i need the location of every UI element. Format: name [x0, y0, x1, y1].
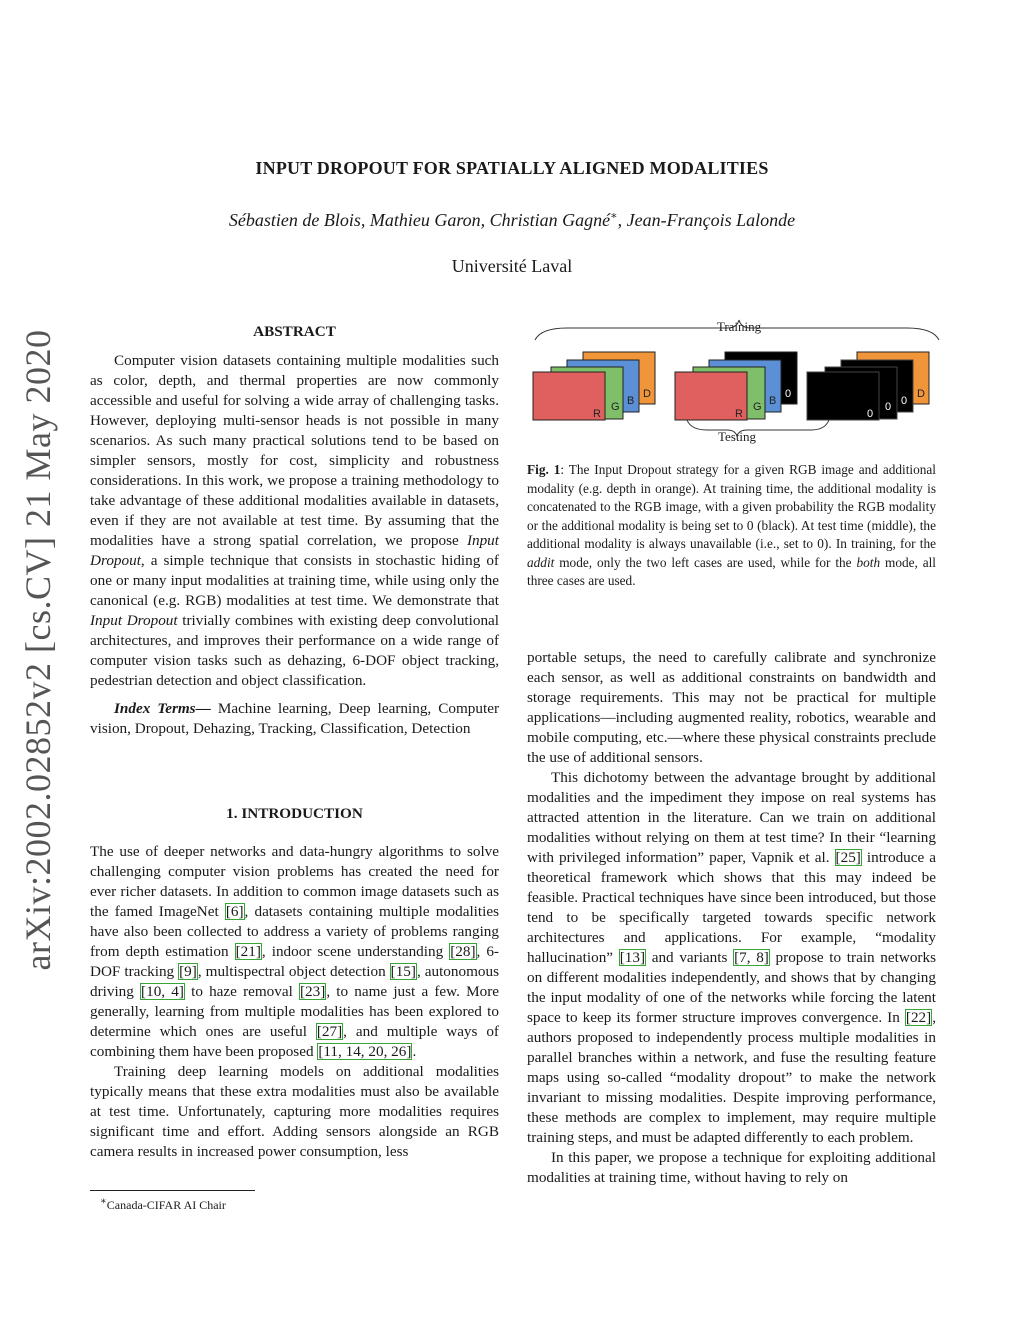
- testing-brace: [687, 420, 829, 436]
- training-label: Training: [716, 319, 762, 334]
- footnote: ∗Canada-CIFAR AI Chair: [100, 1196, 226, 1212]
- citation-link[interactable]: [13]: [619, 949, 646, 966]
- svg-text:G: G: [753, 401, 762, 413]
- citation-link[interactable]: [27]: [316, 1023, 343, 1040]
- introduction-heading: 1. INTRODUCTION: [226, 805, 363, 822]
- testing-label: Testing: [717, 429, 757, 444]
- footnote-rule: [90, 1190, 255, 1191]
- input-dropout-figure: [527, 316, 947, 450]
- abstract-text: Computer vision datasets containing multiple modalities such as color, depth, and thermal properties are now commonly accessible and useful for solving a wide array of challenging tasks. However, deploying multi-sensor heads is not possible in many scenarios. As such many practical solutions tend to be based on simpler sensors, mostly for cost, simplicity and robustness considerations. In this work, we propose a training methodology to take advantage of these additional modalities available in datasets, even if they are not available at test time. By assuming that the modalities have a strong spatial correlation, we propose Input Dropout, a simple technique that consists in stochastic hiding of one or many input modalities at training time, while using only the canonical (e.g. RGB) modalities at test time. We demonstrate that Input Dropout trivially combines with existing deep convolutional architectures, and improves their performance on a wide range of computer vision tasks such as dehazing, 6-DOF object tracking, pedestrian detection and object classification.: [90, 352, 499, 689]
- affiliation: Université Laval: [451, 256, 573, 276]
- citation-link[interactable]: [6]: [225, 903, 244, 920]
- citation-link[interactable]: [22]: [905, 1009, 932, 1026]
- stack-rgb-dropped: [807, 352, 929, 420]
- svg-text:G: G: [611, 401, 620, 413]
- svg-text:0: 0: [785, 388, 792, 400]
- intro-paragraph-1: The use of deeper networks and data-hungry algorithms to solve challenging computer vision problems has created the need for ever richer datasets. In addition to common image datasets such as the famed ImageNet [6], datasets containing multiple modalities have also been collected to address a variety of problems ranging from depth estimation [21], indoor scene understanding [28], 6-DOF tracking [9], multispectral object detection [15], autonomous driving [10, 4] to haze removal [23], to name just a few. More generally, learning from multiple modalities has been explored to determine which ones are useful [27], and multiple ways of combining them have been proposed [11, 14, 20, 26].: [90, 843, 499, 1060]
- stack-training-full: [533, 352, 655, 420]
- citation-link[interactable]: [25]: [835, 849, 861, 866]
- abstract-heading: ABSTRACT: [253, 323, 336, 340]
- svg-text:0: 0: [885, 401, 892, 413]
- right-column-body: [527, 648, 936, 1188]
- author-list: Sébastien de Blois, Mathieu Garon, Christian Gagné∗, Jean-François Lalonde: [228, 210, 796, 230]
- arxiv-identifier: arXiv:2002.02852v2 [cs.CV] 21 May 2020: [18, 329, 58, 971]
- figure-caption: Fig. 1: The Input Dropout strategy for a given RGB image and additional modality (e.g. depth in orange). At training time, the additional modality is concatenated to the RGB image, with a given probability the RGB modality or the additional modality is being set to 0 (black). At test time (middle), the additional modality is always unavailable (i.e., set to 0). In training, for the addit mode, only the two left cases are used, while for the both mode, all three cases are used.: [527, 462, 937, 588]
- svg-text:R: R: [735, 408, 743, 420]
- citation-link[interactable]: [21]: [235, 943, 261, 960]
- citation-link[interactable]: [9]: [179, 963, 197, 980]
- intro-paragraph-5: In this paper, we propose a technique for exploiting additional modalities at training time, without having to rely on: [527, 1149, 936, 1186]
- svg-text:B: B: [769, 395, 777, 407]
- intro-paragraph-3: portable setups, the need to carefully calibrate and synchronize each sensor, as well as additional constraints on bandwidth and storage requirements. This may not be practical for multiple applications—including augmented reality, robotics, wearable and mobile computing, etc.—where these physical constraints preclude the use of additional sensors.: [527, 649, 936, 766]
- index-terms: Index Terms— Machine learning, Deep learning, Computer vision, Dropout, Dehazing, Tracking, Classification, Detection: [90, 700, 499, 737]
- citation-link[interactable]: [11, 14, 20, 26]: [318, 1043, 412, 1060]
- intro-paragraph-2: Training deep learning models on additional modalities typically means that these extra modalities must also be available at test time. Unfortunately, capturing more modalities requires significant time and effort. Adding sensors alongside an RGB camera results in increased power consumption, less: [90, 1063, 499, 1160]
- citation-link[interactable]: [7, 8]: [734, 949, 769, 966]
- svg-text:B: B: [627, 395, 635, 407]
- svg-text:D: D: [643, 388, 651, 400]
- author-footnote-mark: ∗: [610, 210, 618, 222]
- svg-text:D: D: [917, 388, 925, 400]
- arxiv-sidebar-stamp: [14, 329, 62, 971]
- citation-link[interactable]: [28]: [450, 943, 476, 960]
- abstract-section: [90, 322, 499, 739]
- paper-title: INPUT DROPOUT FOR SPATIALLY ALIGNED MODALITIES: [255, 158, 769, 178]
- stack-additional-dropped: [675, 352, 797, 420]
- intro-paragraph-4: This dichotomy between the advantage brought by additional modalities and the impediment they impose on real systems has attracted attention in the literature. Can we train on additional modalities without relying on them at test time? In their “learning with privileged information” paper, Vapnik et al. [25] introduce a theoretical framework which shows that this may indeed be feasible. Practical techniques have since been introduced, but those tend to be specifically targeted towards specific network architectures and applications. For example, “modality hallucination” [13] and variants [7, 8] propose to train networks on different modalities independently, and shows that by changing the input modality of one of the networks while forcing the latent space to keep its former structure improves convergence. In [22], authors proposed to independently process multiple modalities in parallel branches within a network, and fuse the resulting feature maps using so-called “modality dropout” to make the network invariant to missing modalities. Despite improving performance, these methods are complex to implement, may require multiple training steps, and must be adapted differently to each problem.: [527, 769, 936, 1146]
- svg-text:0: 0: [867, 408, 874, 420]
- citation-link[interactable]: [10, 4]: [141, 983, 184, 1000]
- citation-link[interactable]: [23]: [300, 983, 326, 1000]
- citation-link[interactable]: [15]: [390, 963, 416, 980]
- svg-text:0: 0: [901, 395, 908, 407]
- introduction-section: [90, 804, 499, 1162]
- svg-text:R: R: [593, 408, 601, 420]
